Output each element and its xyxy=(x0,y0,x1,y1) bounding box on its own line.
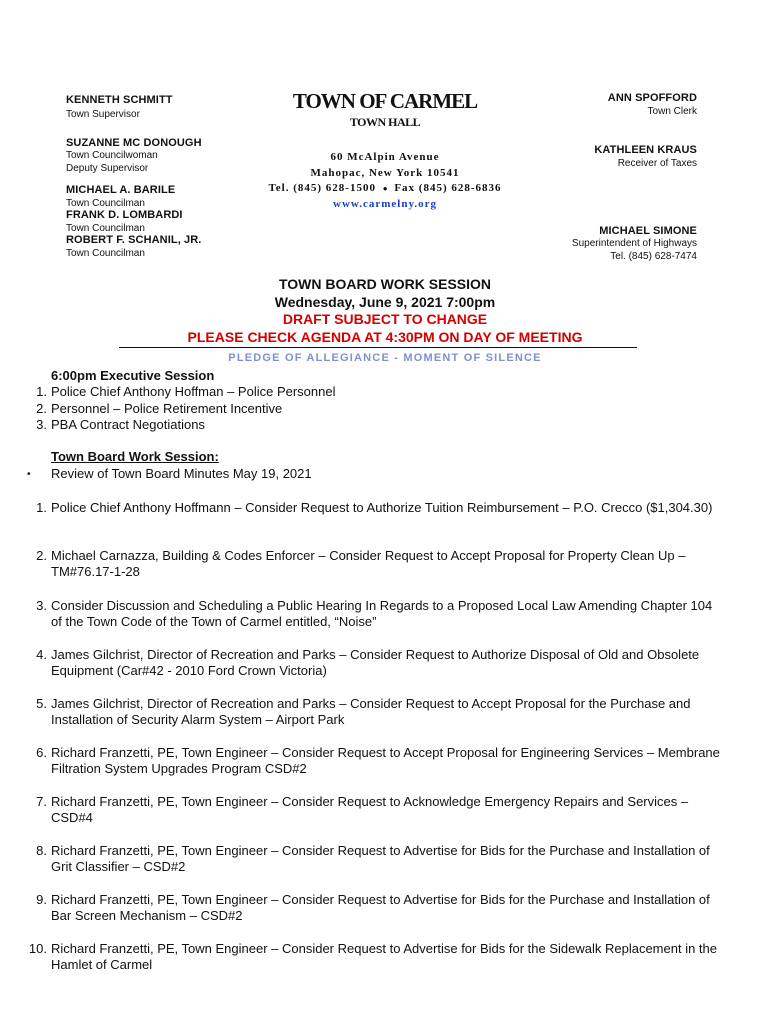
town-title: TOWN OF CARMEL xyxy=(292,89,478,113)
official-role-kraus: Receiver of Taxes xyxy=(617,158,697,169)
address-line2: Mahopac, New York 10541 xyxy=(310,167,460,179)
item-text: Richard Franzetti, PE, Town Engineer – Consider Request to Advertise for Bids for the Purchase and Installation of Bar Screen Mechanism – CSD#2 xyxy=(51,892,710,923)
item-text: Richard Franzetti, PE, Town Engineer – Consider Request to Advertise for Bids for the Sidewalk Replacement in the Hamlet of Carmel xyxy=(51,941,717,972)
item-number: 1. xyxy=(36,384,47,399)
telephone: Tel. (845) 628-1500 xyxy=(268,182,376,194)
official-role-schanil: Town Councilman xyxy=(66,248,145,259)
item-number: 3. xyxy=(36,417,47,432)
official-name-kraus: KATHLEEN KRAUS xyxy=(594,144,697,156)
item-text: Police Chief Anthony Hoffmann – Consider Request to Authorize Tuition Reimbursement – P.O. Crecco ($1,304.30) xyxy=(51,500,713,515)
work-session-date: Wednesday, June 9, 2021 7:00pm xyxy=(274,294,496,310)
item-number: 3. xyxy=(36,598,47,613)
official-name-simone: MICHAEL SIMONE xyxy=(599,225,697,237)
item-number: 5. xyxy=(36,696,47,711)
fax: Fax (845) 628-6836 xyxy=(394,182,502,194)
item-number: 2. xyxy=(36,401,47,416)
official-role-lombardi: Town Councilman xyxy=(66,223,145,234)
official-name-spofford: ANN SPOFFORD xyxy=(607,92,697,104)
item-text: Consider Discussion and Scheduling a Public Hearing In Regards to a Proposed Local Law Amending Chapter 104 of the Town Code of the Town of Carmel entitled, “Noise” xyxy=(51,598,713,629)
official-role-barile: Town Councilman xyxy=(66,198,145,209)
item-number: 7. xyxy=(36,794,47,809)
item-text: Michael Carnazza, Building & Codes Enforcer – Consider Request to Accept Proposal for Property Clean Up – TM#76.17-1-28 xyxy=(51,548,686,579)
work-session-section-title: Town Board Work Session: xyxy=(51,449,219,464)
item-text: Richard Franzetti, PE, Town Engineer – Consider Request to Accept Proposal for Engineering Services – Membrane Filtration System Upgrades Program CSD#2 xyxy=(51,745,720,776)
official-role-mcdonough-1: Town Councilwoman xyxy=(66,150,158,161)
official-role-spofford: Town Clerk xyxy=(647,106,697,117)
item-text: Richard Franzetti, PE, Town Engineer – Consider Request to Advertise for Bids for the Purchase and Installation of Grit Classifier – CSD#2 xyxy=(51,843,710,874)
item-number: 9. xyxy=(36,892,47,907)
official-tel-simone: Tel. (845) 628-7474 xyxy=(610,251,697,262)
item-text: Review of Town Board Minutes May 19, 2021 xyxy=(51,466,312,481)
official-role-schmitt: Town Supervisor xyxy=(66,109,140,120)
item-number: 6. xyxy=(36,745,47,760)
contact-line xyxy=(0,182,770,194)
item-text: James Gilchrist, Director of Recreation and Parks – Consider Request to Authorize Disposal of Old and Obsolete Equipment (Car#42 - 2010 Ford Crown Victoria) xyxy=(51,647,700,678)
official-role-mcdonough-2: Deputy Supervisor xyxy=(66,163,149,174)
bullet-icon: • xyxy=(27,469,31,480)
item-number: 8. xyxy=(36,843,47,858)
website-link[interactable]: www.carmelny.org xyxy=(333,198,437,210)
item-text: Police Chief Anthony Hoffman – Police Personnel xyxy=(51,384,336,399)
item-number: 2. xyxy=(36,548,47,563)
item-number: 4. xyxy=(36,647,47,662)
heading-divider xyxy=(119,347,637,348)
item-number: 10. xyxy=(28,941,47,956)
official-name-barile: MICHAEL A. BARILE xyxy=(66,184,176,196)
draft-notice: DRAFT SUBJECT TO CHANGE xyxy=(282,311,488,327)
item-number: 1. xyxy=(36,500,47,515)
check-agenda-notice: PLEASE CHECK AGENDA AT 4:30PM ON DAY OF MEETING xyxy=(187,329,583,345)
town-hall-subtitle: TOWN HALL xyxy=(349,115,421,129)
bullet-separator: ● xyxy=(382,184,388,193)
work-session-title: TOWN BOARD WORK SESSION xyxy=(278,276,492,292)
item-text: Personnel – Police Retirement Incentive xyxy=(51,401,283,416)
official-role-simone: Superintendent of Highways xyxy=(571,238,697,249)
executive-session-title: 6:00pm Executive Session xyxy=(51,368,215,383)
official-name-lombardi: FRANK D. LOMBARDI xyxy=(66,209,183,221)
address-line1: 60 McAlpin Avenue xyxy=(330,151,440,163)
item-text: Richard Franzetti, PE, Town Engineer – Consider Request to Acknowledge Emergency Repairs and Services – CSD#4 xyxy=(51,794,689,825)
item-text: James Gilchrist, Director of Recreation and Parks – Consider Request to Accept Proposal for the Purchase and Installation of Security Alarm System – Airport Park xyxy=(51,696,691,727)
pledge-line: PLEDGE OF ALLEGIANCE - MOMENT OF SILENCE xyxy=(228,352,542,364)
official-name-mcdonough: SUZANNE MC DONOUGH xyxy=(66,137,202,149)
official-name-schmitt: KENNETH SCHMITT xyxy=(66,94,173,106)
official-name-schanil: ROBERT F. SCHANIL, JR. xyxy=(66,234,202,246)
item-text: PBA Contract Negotiations xyxy=(51,417,205,432)
